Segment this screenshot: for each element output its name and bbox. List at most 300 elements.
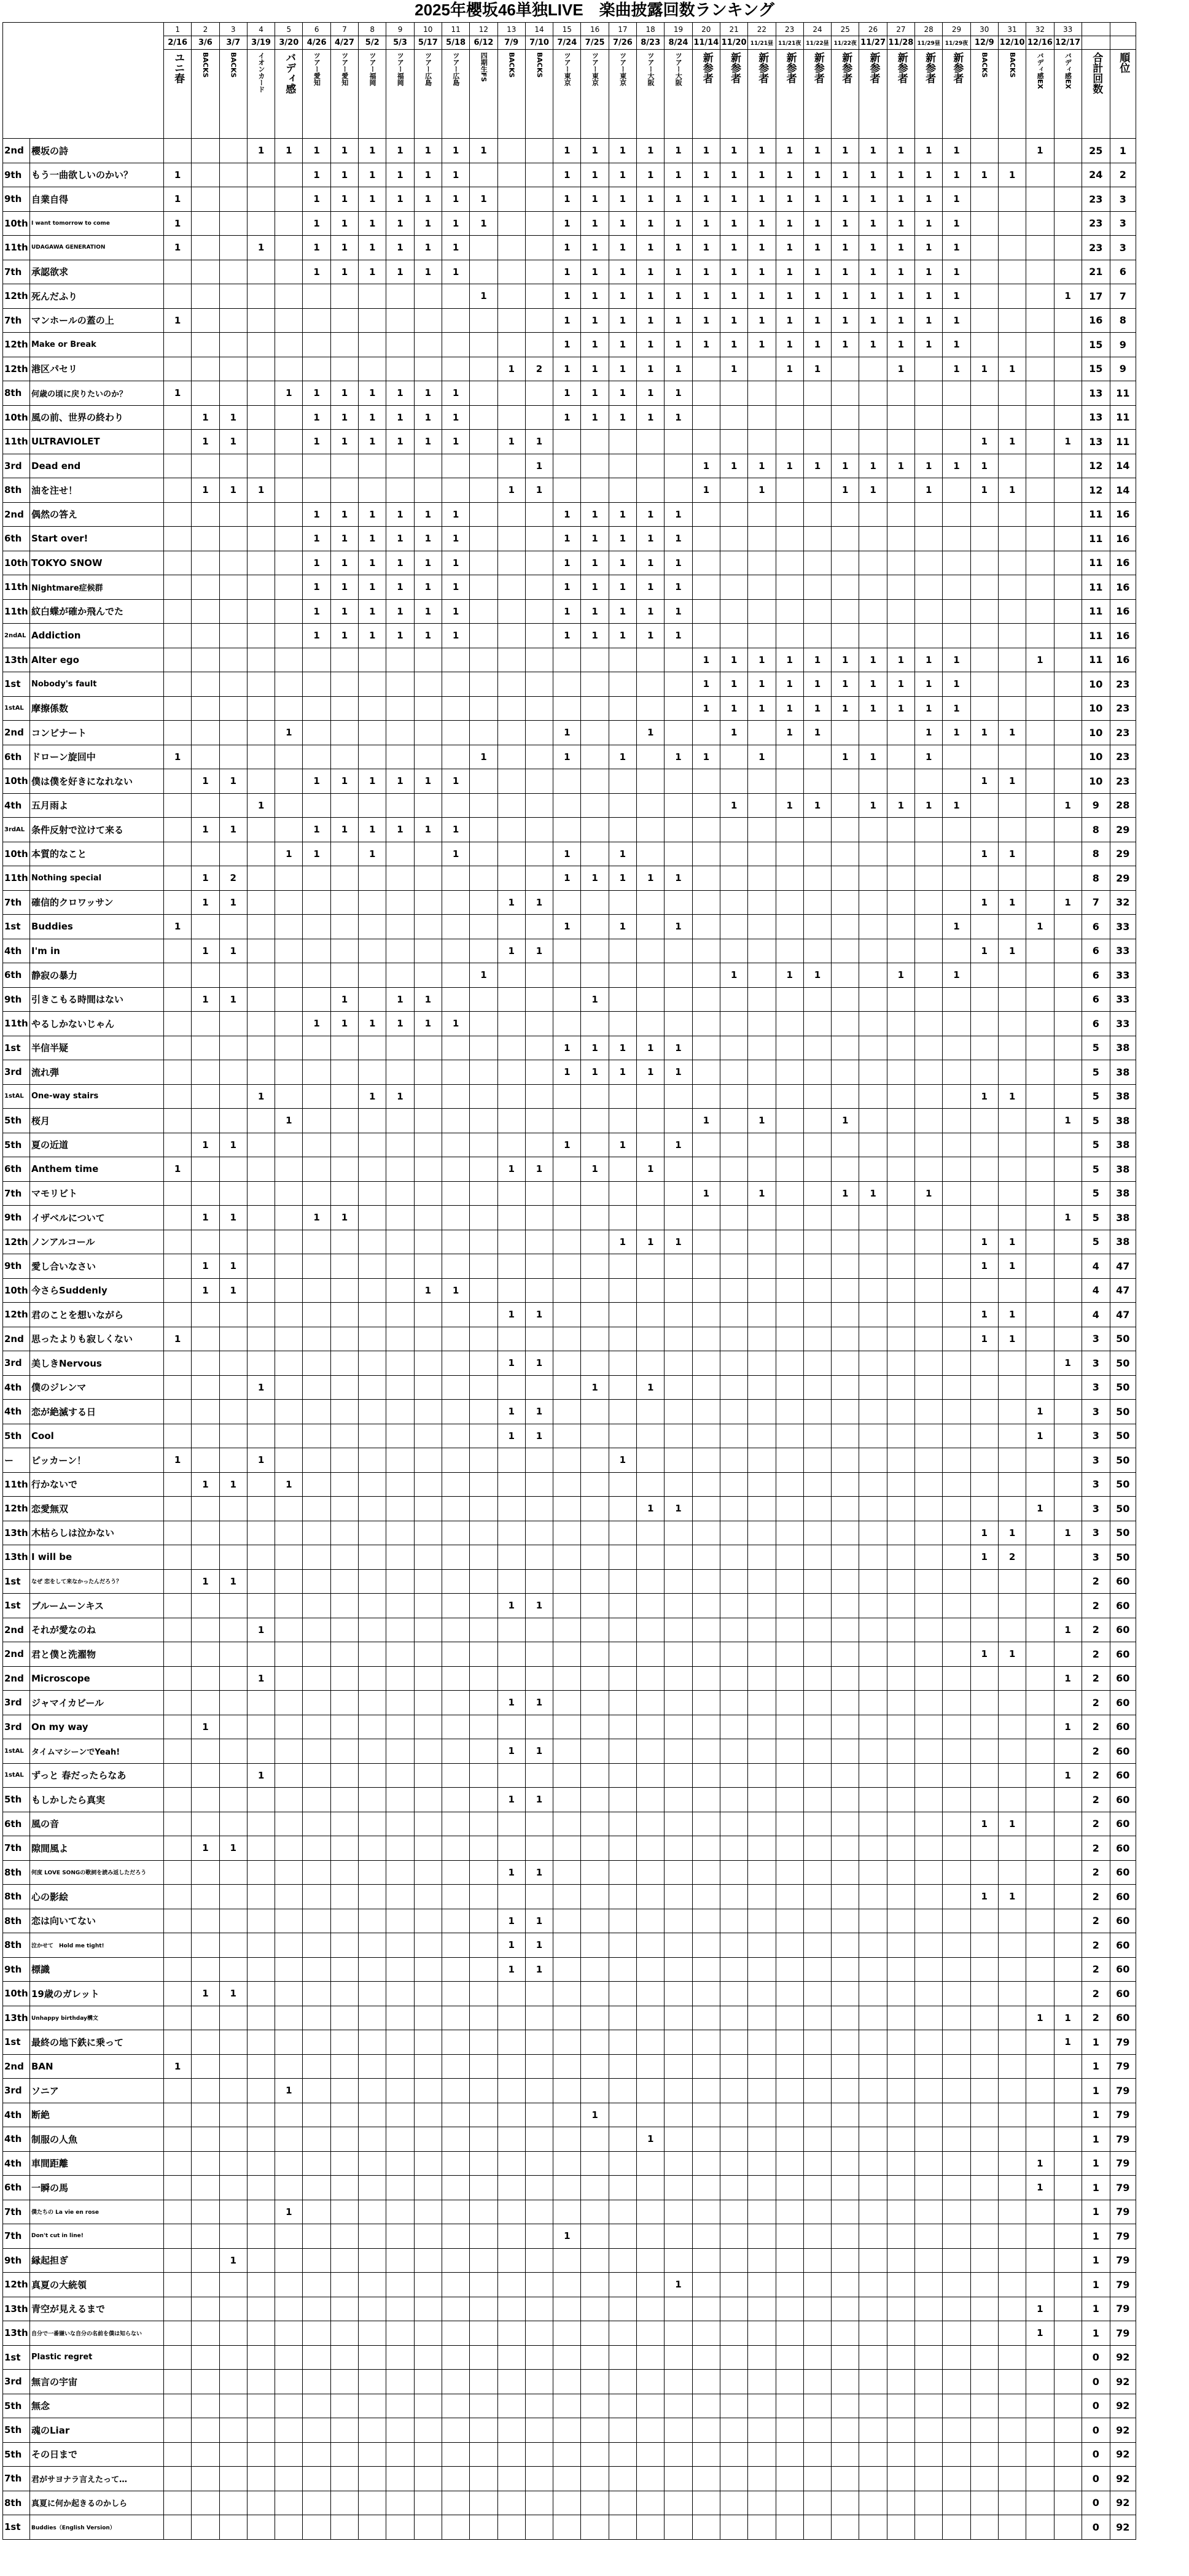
performance-cell [497,2030,525,2055]
performance-cell [164,1400,192,1424]
performance-cell [359,1957,386,1982]
performance-cell: 1 [247,1448,275,1473]
performance-cell [247,939,275,963]
performance-cell [692,2224,720,2249]
column-date: 11/21昼 [748,36,776,50]
performance-cell [887,430,914,454]
performance-cell: 1 [525,1157,553,1182]
performance-cell [386,1739,414,1764]
performance-cell [915,1206,943,1230]
performance-cell [386,2297,414,2321]
performance-cell [1054,1400,1082,1424]
song-name: 条件反射で泣けて来る [30,818,164,842]
performance-cell [497,405,525,430]
performance-cell [803,842,831,866]
performance-cell [192,2103,219,2127]
performance-cell: 1 [943,308,970,333]
total-count: 3 [1082,1424,1110,1448]
performance-cell [581,1109,609,1133]
performance-cell [553,1982,581,2006]
performance-cell [581,2394,609,2418]
performance-cell [748,2127,776,2152]
performance-cell [943,575,970,600]
performance-cell [303,1084,330,1109]
song-row [3,1860,1136,1885]
release-label: 6th [3,527,30,551]
performance-cell [665,696,692,721]
performance-cell [998,2321,1026,2346]
performance-cell [915,502,943,527]
performance-cell [386,357,414,381]
performance-cell [414,1303,442,1327]
performance-cell [247,2467,275,2491]
performance-cell: 1 [303,381,330,406]
performance-cell: 1 [720,672,747,697]
release-label: 10th [3,1982,30,2006]
performance-cell [970,2006,998,2030]
performance-cell: 1 [1054,1521,1082,1545]
performance-cell [803,1521,831,1545]
performance-cell [692,2370,720,2394]
performance-cell [553,1084,581,1109]
performance-cell [1026,1618,1054,1642]
performance-cell [776,1206,803,1230]
performance-cell [915,2248,943,2273]
performance-cell [1054,478,1082,503]
performance-cell: 1 [164,187,192,212]
performance-cell [832,1157,859,1182]
song-name: 標識 [30,1957,164,1982]
performance-cell: 1 [887,454,914,478]
release-label: 3rd [3,1060,30,1085]
performance-cell [1026,1278,1054,1303]
performance-cell [998,333,1026,357]
performance-cell [665,2321,692,2346]
performance-cell [247,1206,275,1230]
performance-cell [665,1472,692,1497]
performance-cell: 1 [665,1230,692,1254]
song-name: 夏の近道 [30,1133,164,1157]
performance-cell: 1 [970,478,998,503]
performance-cell [887,2394,914,2418]
performance-cell [1054,333,1082,357]
performance-cell [970,260,998,284]
performance-cell [581,1763,609,1788]
performance-cell [553,2491,581,2515]
performance-cell [970,2345,998,2370]
performance-cell [497,2176,525,2200]
performance-cell: 1 [497,1788,525,1812]
total-count: 0 [1082,2491,1110,2515]
performance-cell [581,696,609,721]
column-date: 5/17 [414,36,442,50]
performance-cell [1026,1351,1054,1376]
performance-cell [887,1278,914,1303]
rank-value: 38 [1110,1206,1136,1230]
total-count: 2 [1082,1763,1110,1788]
performance-cell [832,1351,859,1376]
performance-cell [887,1424,914,1448]
performance-cell [776,551,803,575]
performance-cell: 1 [553,236,581,260]
rank-value: 50 [1110,1400,1136,1424]
performance-cell: 1 [275,1472,303,1497]
rank-value: 33 [1110,915,1136,939]
performance-cell [470,1836,497,1861]
performance-cell: 1 [303,599,330,624]
performance-cell [1026,1133,1054,1157]
performance-cell [998,1278,1026,1303]
performance-cell [470,1351,497,1376]
performance-cell [637,1545,665,1570]
performance-cell [497,139,525,163]
performance-cell: 1 [1054,1666,1082,1691]
performance-cell [720,1084,747,1109]
performance-cell [776,1957,803,1982]
release-label: 7th [3,2224,30,2249]
performance-cell [581,1497,609,1521]
performance-cell [386,866,414,891]
performance-cell [803,890,831,915]
performance-cell [1054,1545,1082,1570]
performance-cell: 1 [525,478,553,503]
performance-cell [303,2297,330,2321]
performance-cell [859,599,887,624]
performance-cell [915,2491,943,2515]
performance-cell [915,1885,943,1909]
performance-cell: 1 [219,1569,247,1594]
performance-cell: 1 [609,842,636,866]
performance-cell [609,1691,636,1715]
performance-cell [692,987,720,1012]
performance-cell [943,769,970,794]
performance-cell [776,1666,803,1691]
song-name: 僕のジレンマ [30,1375,164,1400]
performance-cell [581,890,609,915]
total-count: 4 [1082,1254,1110,1279]
performance-cell: 1 [859,139,887,163]
performance-cell [1054,1885,1082,1909]
performance-cell [247,1327,275,1351]
performance-cell [219,842,247,866]
performance-cell [998,1400,1026,1424]
performance-cell: 1 [748,308,776,333]
performance-cell [609,1084,636,1109]
performance-cell [442,2321,469,2346]
performance-cell [915,1909,943,1933]
performance-cell [748,818,776,842]
performance-cell [470,2297,497,2321]
performance-cell [414,2467,442,2491]
performance-cell [164,2248,192,2273]
performance-cell: 1 [637,236,665,260]
performance-cell [832,1254,859,1279]
performance-cell [970,1278,998,1303]
performance-cell [330,2079,358,2103]
song-name: ドローン旋回中 [30,745,164,769]
performance-cell [1054,1860,1082,1885]
performance-cell [275,1327,303,1351]
song-name: その日まで [30,2442,164,2467]
performance-cell [748,1060,776,1085]
song-row [3,527,1136,551]
performance-cell [859,1036,887,1060]
performance-cell [497,551,525,575]
release-label: 3rd [3,1691,30,1715]
performance-cell [497,987,525,1012]
performance-cell [330,1739,358,1764]
performance-cell [219,915,247,939]
performance-cell [275,1497,303,1521]
song-name: 制服の人魚 [30,2127,164,2152]
performance-cell [1026,575,1054,600]
performance-cell [275,405,303,430]
performance-cell [970,1715,998,1739]
performance-cell: 1 [553,1060,581,1085]
performance-cell [303,478,330,503]
performance-cell [776,890,803,915]
performance-cell: 1 [192,1133,219,1157]
performance-cell [164,1497,192,1521]
performance-cell: 1 [247,1666,275,1691]
performance-cell: 1 [581,599,609,624]
performance-cell [192,1084,219,1109]
performance-cell [581,1400,609,1424]
performance-cell [915,1060,943,1085]
performance-cell [915,866,943,891]
performance-cell [998,2103,1026,2127]
performance-cell [247,357,275,381]
performance-cell [609,2297,636,2321]
performance-cell [386,454,414,478]
performance-cell [414,1448,442,1473]
performance-cell [1026,1012,1054,1036]
performance-cell [247,2248,275,2273]
performance-cell [386,939,414,963]
performance-cell [859,1400,887,1424]
rank-value: 50 [1110,1545,1136,1570]
performance-cell [164,2103,192,2127]
song-name: Anthem time [30,1157,164,1182]
performance-cell [497,2515,525,2540]
performance-cell [525,1012,553,1036]
performance-cell [275,1036,303,1060]
performance-cell [692,2054,720,2079]
performance-cell [637,1109,665,1133]
performance-cell: 1 [1026,915,1054,939]
performance-cell [553,2103,581,2127]
total-count: 4 [1082,1278,1110,1303]
performance-cell [192,1327,219,1351]
song-row [3,2273,1136,2297]
performance-cell [1054,745,1082,769]
performance-cell [970,1448,998,1473]
performance-cell [776,1327,803,1351]
performance-cell [1026,1230,1054,1254]
performance-cell: 1 [525,939,553,963]
performance-cell: 1 [164,163,192,187]
performance-cell [609,2442,636,2467]
performance-cell [275,648,303,672]
performance-cell [581,2273,609,2297]
performance-cell [998,2054,1026,2079]
performance-cell [609,2054,636,2079]
performance-cell [414,1836,442,1861]
rank-header-text: 順位 [1117,52,1130,73]
performance-cell [748,599,776,624]
performance-cell [525,527,553,551]
song-row [3,1982,1136,2006]
performance-cell [219,1788,247,1812]
song-name: 木枯らしは泣かない [30,1521,164,1545]
song-row [3,1327,1136,1351]
performance-cell [1026,890,1054,915]
performance-cell [386,1109,414,1133]
performance-cell [330,866,358,891]
performance-cell [525,624,553,648]
performance-cell [832,1545,859,1570]
release-label: 6th [3,1157,30,1182]
performance-cell [970,1594,998,1618]
performance-cell [470,1860,497,1885]
performance-cell [330,1860,358,1885]
performance-cell: 1 [1026,2151,1054,2176]
performance-cell [164,1181,192,1206]
performance-cell [386,333,414,357]
performance-cell [859,1303,887,1327]
performance-cell [776,1278,803,1303]
performance-cell [943,2418,970,2443]
song-name: 確信的クロワッサン [30,890,164,915]
performance-cell [943,1594,970,1618]
performance-cell [637,2200,665,2224]
performance-cell [164,721,192,745]
performance-cell [330,2006,358,2030]
performance-cell: 1 [998,721,1026,745]
performance-cell: 1 [1054,1206,1082,1230]
release-label: 3rd [3,2079,30,2103]
performance-cell [609,1109,636,1133]
performance-cell [720,405,747,430]
performance-cell [442,793,469,818]
performance-cell [525,1982,553,2006]
performance-cell: 1 [803,236,831,260]
performance-cell [497,1448,525,1473]
performance-cell: 1 [665,551,692,575]
performance-cell [609,1642,636,1667]
song-row [3,2442,1136,2467]
performance-cell [665,2030,692,2055]
column-label [915,50,943,139]
performance-cell [497,2297,525,2321]
performance-cell: 1 [1026,139,1054,163]
song-row [3,2321,1136,2346]
performance-cell: 2 [998,1545,1026,1570]
performance-cell [525,721,553,745]
performance-cell [665,1739,692,1764]
performance-cell: 1 [330,260,358,284]
performance-cell [470,987,497,1012]
song-row [3,236,1136,260]
performance-cell [887,1133,914,1157]
performance-cell [665,769,692,794]
performance-cell: 1 [219,818,247,842]
performance-cell [442,1157,469,1182]
song-name: ULTRAVIOLET [30,430,164,454]
performance-cell [525,915,553,939]
performance-cell: 1 [776,721,803,745]
song-row [3,333,1136,357]
performance-cell [1054,1036,1082,1060]
release-label: 1st [3,1594,30,1618]
performance-cell [776,624,803,648]
performance-cell [525,163,553,187]
performance-cell [303,2467,330,2491]
total-count: 0 [1082,2370,1110,2394]
performance-cell [1054,1181,1082,1206]
performance-cell [832,2418,859,2443]
performance-cell [970,1957,998,1982]
performance-cell [915,1230,943,1254]
performance-cell [497,915,525,939]
performance-cell [943,478,970,503]
performance-cell [776,2079,803,2103]
performance-cell [219,284,247,309]
performance-cell [303,1351,330,1376]
performance-cell: 1 [303,260,330,284]
performance-cell: 1 [192,1715,219,1739]
performance-cell [470,1230,497,1254]
performance-cell [970,2079,998,2103]
performance-cell: 1 [609,1060,636,1085]
performance-cell: 1 [665,745,692,769]
performance-cell [553,1230,581,1254]
performance-cell [192,2345,219,2370]
performance-cell [859,575,887,600]
performance-cell [665,1012,692,1036]
performance-cell [581,1788,609,1812]
performance-cell: 1 [887,333,914,357]
performance-cell [776,1036,803,1060]
performance-cell [442,648,469,672]
performance-cell [609,1375,636,1400]
performance-cell [776,2151,803,2176]
rank-value: 23 [1110,672,1136,697]
performance-cell [470,1691,497,1715]
performance-cell: 1 [943,454,970,478]
performance-cell [609,2418,636,2443]
performance-cell: 1 [581,1036,609,1060]
song-name: 紋白蝶が確か飛んでた [30,599,164,624]
performance-cell [442,2491,469,2515]
performance-cell [1054,1933,1082,1958]
performance-cell [164,1375,192,1400]
performance-cell [525,1715,553,1739]
performance-cell [414,1618,442,1642]
performance-cell [692,2515,720,2540]
song-name: 恋は向いてない [30,1909,164,1933]
performance-cell: 1 [525,1860,553,1885]
performance-cell [803,2248,831,2273]
performance-cell [748,1400,776,1424]
performance-cell [943,2200,970,2224]
performance-cell [359,1715,386,1739]
performance-cell [970,987,998,1012]
performance-cell [748,2394,776,2418]
performance-cell [692,1860,720,1885]
performance-cell [1026,405,1054,430]
performance-cell [692,1909,720,1933]
